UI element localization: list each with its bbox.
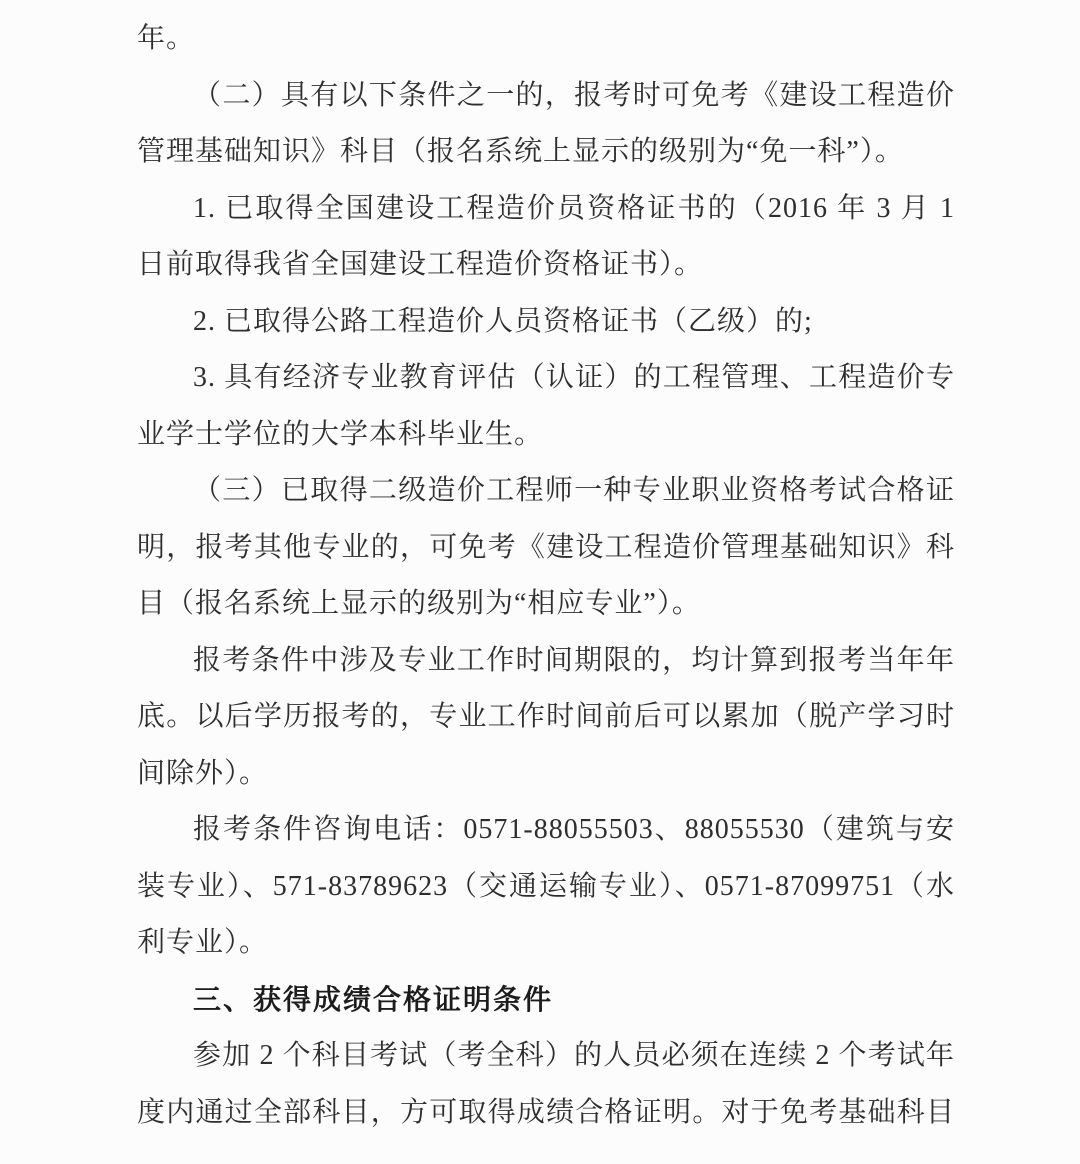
text-line: 利专业）。 — [137, 927, 269, 958]
text-line: 间除外）。 — [137, 757, 269, 789]
text-line: 报考条件中涉及专业工作时间期限的，均计算到报考当年年 — [193, 644, 955, 676]
text-line: 业学士学位的大学本科毕业生。 — [137, 418, 544, 450]
text-line: 报考条件咨询电话：0571-88055503、88055530（建筑与安 — [193, 814, 955, 845]
text-line: 2. 已取得公路工程造价人员资格证书（乙级）的; — [193, 305, 813, 337]
text-line: 3. 具有经济专业教育评估（认证）的工程管理、工程造价专 — [193, 362, 955, 393]
text-line: 度内通过全部科目，方可取得成绩合格证明。对于免考基础科目 — [137, 1096, 955, 1128]
text-line: 日前取得我省全国建设工程造价资格证书）。 — [137, 249, 704, 280]
text-line: （三）已取得二级造价工程师一种专业职业资格考试合格证 — [193, 475, 955, 506]
text-line: 管理基础知识》科目（报名系统上显示的级别为“免一科”）。 — [137, 136, 904, 167]
text-line: 装专业）、571-83789623（交通运输专业）、0571-87099751（水 — [137, 870, 955, 902]
text-line: 1. 已取得全国建设工程造价员资格证书的（2016 年 3 月 1 — [193, 192, 955, 224]
text-line: 底。以后学历报考的，专业工作时间前后可以累加（脱产学习时 — [137, 701, 955, 732]
text-line: 年。 — [137, 23, 196, 54]
text-line: （二）具有以下条件之一的，报考时可免考《建设工程造价 — [193, 79, 955, 111]
text-line: 明，报考其他专业的，可免考《建设工程造价管理基础知识》科 — [137, 531, 955, 563]
text-line: 参加 2 个科目考试（考全科）的人员必须在连续 2 个考试年 — [193, 1040, 955, 1071]
section-heading: 三、获得成绩合格证明条件 — [193, 983, 554, 1015]
text-line: 目（报名系统上显示的级别为“相应专业”）。 — [137, 588, 701, 619]
